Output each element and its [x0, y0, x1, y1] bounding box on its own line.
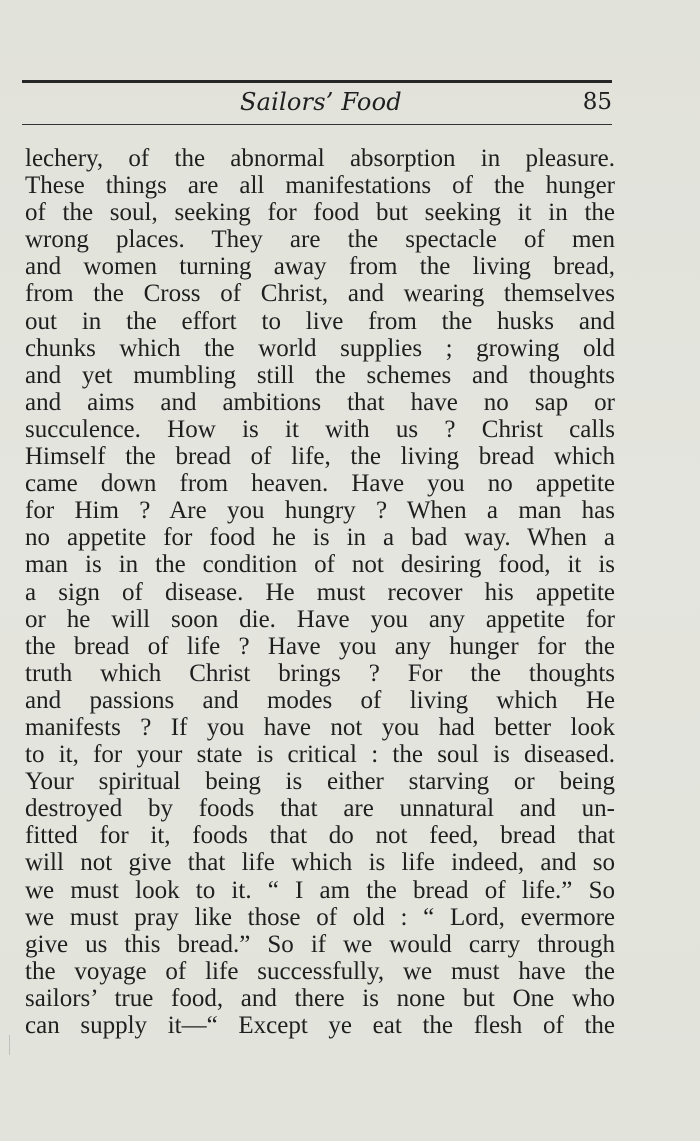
- body-line: the voyage of life successfully, we must have the: [25, 957, 615, 985]
- body-line: chunks which the world supplies ; growing old: [25, 334, 615, 362]
- body-line: will not give that life which is life indeed, and so: [25, 849, 615, 877]
- body-line: can supply it—“ Except ye eat the flesh of the: [25, 1012, 615, 1039]
- body-line: lechery, of the abnormal absorption in pleasure.: [25, 145, 615, 172]
- body-line: came down from heaven. Have you no appetite: [25, 470, 615, 498]
- body-line: Himself the bread of life, the living bread which: [25, 443, 615, 471]
- body-line: manifests ? If you have not you had better look: [25, 713, 615, 741]
- body-line: man is in the condition of not desiring food, it is: [25, 551, 615, 579]
- body-line: and aims and ambitions that have no sap or: [25, 388, 615, 416]
- body-line: succulence. How is it with us ? Christ calls: [25, 415, 615, 443]
- body-line: and women turning away from the living bread,: [25, 253, 615, 281]
- body-line: of the soul, seeking for food but seeking it in the: [25, 199, 615, 227]
- body-text: [25, 145, 615, 1039]
- page-margin-mark: [9, 1035, 10, 1055]
- header-bottom-rule: [22, 124, 612, 125]
- body-line: give us this bread.” So if we would carry through: [25, 930, 615, 958]
- body-line: to it, for your state is critical : the soul is diseased.: [25, 741, 615, 769]
- body-line: wrong places. They are the spectacle of men: [25, 226, 615, 254]
- body-line: no appetite for food he is in a bad way. When a: [25, 524, 615, 552]
- running-header: [22, 86, 612, 120]
- body-line: fitted for it, foods that do not feed, bread that: [25, 822, 615, 850]
- body-line: out in the effort to live from the husks and: [25, 307, 615, 335]
- body-line: a sign of disease. He must recover his appetite: [25, 578, 615, 606]
- body-line: for Him ? Are you hungry ? When a man has: [25, 497, 615, 525]
- body-line: destroyed by foods that are unnatural and un-: [25, 795, 615, 823]
- body-line: and yet mumbling still the schemes and thoughts: [25, 361, 615, 389]
- header-top-rule: [22, 80, 612, 83]
- body-line: or he will soon die. Have you any appetite for: [25, 605, 615, 633]
- body-line: the bread of life ? Have you any hunger for the: [25, 632, 615, 660]
- page-number: 85: [582, 89, 612, 115]
- body-line: we must pray like those of old : “ Lord, evermore: [25, 903, 615, 931]
- body-line: These things are all manifestations of the hunger: [25, 172, 615, 200]
- body-line: Your spiritual being is either starving or being: [25, 768, 615, 796]
- body-line: from the Cross of Christ, and wearing themselves: [25, 280, 615, 308]
- body-line: truth which Christ brings ? For the thoughts: [25, 659, 615, 687]
- body-line: we must look to it. “ I am the bread of life.” So: [25, 876, 615, 904]
- running-title: Sailors’ Food: [240, 88, 402, 116]
- body-line: sailors’ true food, and there is none but One who: [25, 984, 615, 1012]
- body-line: and passions and modes of living which He: [25, 686, 615, 714]
